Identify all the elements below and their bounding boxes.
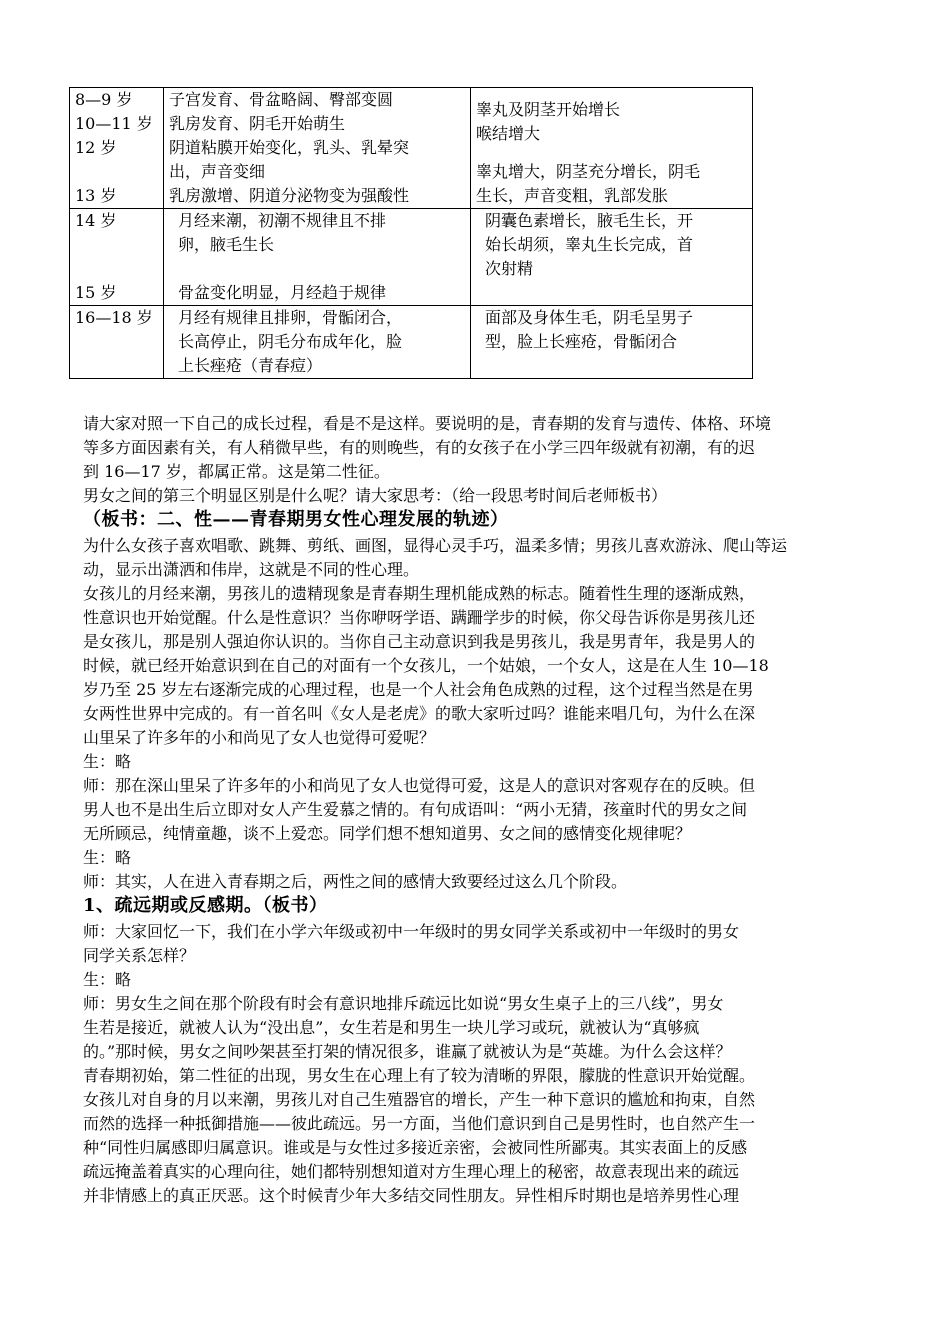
paragraph-line: 生若是接近，就被人认为“没出息”，女生若是和男生一块儿学习或玩，就被认为“真够疯: [83, 1018, 700, 1037]
female-text: 月经来潮，初潮不规律且不排: [178, 211, 387, 230]
female-text: 长高停止，阴毛分布成年化，脸: [178, 332, 403, 351]
student-reply: 生：略: [83, 752, 132, 771]
age-label: [75, 233, 158, 257]
female-text: 月经有规律且排卵，骨骺闭合，: [178, 308, 403, 327]
male-text: [476, 146, 747, 160]
age-cell: [70, 209, 164, 306]
age-label: 10—11 岁: [75, 114, 153, 133]
paragraph-line: 请大家对照一下自己的成长过程，看是不是这样。要说明的是，青春期的发育与遗传、体格、环境: [83, 414, 772, 433]
female-text: 乳房激增、阴道分泌物变为强酸性: [169, 186, 410, 205]
paragraph-line: 无所顾忌，纯情童趣，谈不上爱恋。同学们想不想知道男、女之间的感情变化规律呢？: [83, 824, 692, 843]
male-text: 型，脸上长痤疮，骨骺闭合: [485, 332, 678, 351]
male-text: 阴囊色素增长，腋毛生长，开: [485, 211, 694, 230]
female-text: 出，声音变细: [169, 162, 266, 181]
female-text: 乳房发育、阴毛开始萌生: [169, 114, 346, 133]
paragraph-line: 时候，就已经开始意识到在自己的对面有一个女孩儿，一个姑娘，一个女人，这是在人生 10—18: [83, 656, 769, 675]
male-cell: [471, 88, 753, 209]
male-text: 次射精: [485, 259, 534, 278]
paragraph-line: 等多方面因素有关，有人稍微早些，有的则晚些，有的女孩子在小学三四年级就有初潮，有的迟: [83, 438, 756, 457]
puberty-development-table: [69, 87, 753, 379]
male-cell: [471, 209, 753, 306]
paragraph-line: 男人也不是出生后立即对女人产生爱慕之情的。有句成语叫：“两小无猜，孩童时代的男女之间: [83, 800, 748, 819]
female-text: 卵，腋毛生长: [178, 235, 275, 254]
male-text: [476, 88, 747, 98]
paragraph-line: 女两性世界中完成的。有一首名叫《女人是老虎》的歌大家听过吗？谁能来唱几句，为什么在深: [83, 704, 756, 723]
paragraph-line: 青春期初始，第二性征的出现，男女生在心理上有了较为清晰的界限，朦胧的性意识开始觉醒。: [83, 1066, 756, 1085]
paragraph-line: 的。”那时候，男女之间吵架甚至打架的情况很多，谁赢了就被认为是“英雄。为什么会这样？: [83, 1042, 732, 1061]
paragraph-line: 并非情感上的真正厌恶。这个时候青少年大多结交同性朋友。异性相斥时期也是培养男性心理: [83, 1186, 740, 1205]
paragraph-line: 疏远掩盖着真实的心理向往，她们都特别想知道对方生理心理上的秘密，故意表现出来的疏远: [83, 1162, 740, 1181]
paragraph-line: 女孩儿的月经来潮，男孩儿的遗精现象是青春期生理机能成熟的标志。随着性生理的逐渐成熟，: [83, 584, 756, 603]
student-reply: 生：略: [83, 848, 132, 867]
female-text: 阴道粘膜开始变化，乳头、乳晕突: [169, 138, 410, 157]
male-text: 睾丸增大，阴茎充分增长，阴毛: [476, 162, 701, 181]
table-row: [70, 88, 753, 209]
age-label: 13 岁: [75, 186, 117, 205]
paragraph-line: 而然的选择一种抵御措施——彼此疏远。另一方面，当他们意识到自己是男性时，也自然产生一: [83, 1114, 756, 1133]
male-text: 始长胡须，睾丸生长完成，首: [485, 235, 694, 254]
age-cell: [70, 306, 164, 379]
paragraph-line: 为什么女孩子喜欢唱歌、跳舞、剪纸、画图，显得心灵手巧，温柔多情；男孩儿喜欢游泳、爬山等运: [83, 536, 788, 555]
male-text: 面部及身体生毛，阴毛呈男子: [485, 308, 694, 327]
female-text: 子宫发育、骨盆略阔、臀部变圆: [169, 90, 394, 109]
paragraph-line: 师：其实，人在进入青春期之后，两性之间的感情大致要经过这么几个阶段。: [83, 872, 628, 891]
age-label: 14 岁: [75, 211, 117, 230]
age-label: 16—18 岁: [75, 308, 153, 327]
paragraph-line: 岁乃至 25 岁左右逐渐完成的心理过程，也是一个人社会角色成熟的过程，这个过程当然是在男: [83, 680, 754, 699]
female-text: [178, 257, 465, 281]
paragraph-line: 男女之间的第三个明显区别是什么呢？请大家思考：（给一段思考时间后老师板书）: [83, 486, 668, 505]
section-heading: （板书：二、性——青春期男女性心理发展的轨迹）: [83, 509, 509, 530]
paragraph-line: 师：男女生之间在那个阶段有时会有意识地排斥疏远比如说“男女生桌子上的三八线”，男女: [83, 994, 724, 1013]
section-heading: 1、疏远期或反感期。（板书）: [83, 895, 328, 916]
paragraph-line: 到 16—17 岁，都属正常。这是第二性征。: [83, 462, 390, 481]
female-text: 骨盆变化明显，月经趋于规律: [178, 283, 387, 302]
paragraph-line: 女孩儿对自身的月以来潮，男孩儿对自己生殖器官的增长，产生一种下意识的尴尬和拘束，自然: [83, 1090, 756, 1109]
male-text: 生长，声音变粗，乳部发胀: [476, 186, 669, 205]
paragraph-line: 是女孩儿，那是别人强迫你认识的。当你自己主动意识到我是男孩儿，我是男青年，我是男人的: [83, 632, 756, 651]
paragraph-line: 动，显示出潇洒和伟岸，这就是不同的性心理。: [83, 560, 420, 579]
paragraph-line: 师：大家回忆一下，我们在小学六年级或初中一年级时的男女同学关系或初中一年级时的男女: [83, 922, 740, 941]
table-row: [70, 209, 753, 306]
table-row: [70, 306, 753, 379]
female-cell: [164, 306, 471, 379]
student-reply: 生：略: [83, 970, 132, 989]
male-text: 喉结增大: [476, 124, 541, 143]
paragraph-line: 性意识也开始觉醒。什么是性意识？当你咿呀学语、蹒跚学步的时候，你父母告诉你是男孩儿还: [83, 608, 756, 627]
male-text: 睾丸及阴茎开始增长: [476, 100, 621, 119]
male-cell: [471, 306, 753, 379]
female-cell: [164, 209, 471, 306]
age-cell: [70, 88, 164, 209]
paragraph-line: 山里呆了许多年的小和尚见了女人也觉得可爱呢？: [83, 728, 436, 747]
female-text: 上长痤疮（青春痘）: [178, 356, 323, 375]
female-cell: [164, 88, 471, 209]
age-label: 15 岁: [75, 283, 117, 302]
age-label: 12 岁: [75, 138, 117, 157]
paragraph-line: 同学关系怎样？: [83, 946, 196, 965]
body-text: [83, 412, 873, 1208]
paragraph-line: 师：那在深山里呆了许多年的小和尚见了女人也觉得可爱，这是人的意识对客观存在的反映。但: [83, 776, 756, 795]
age-label: [75, 257, 158, 281]
paragraph-line: 种“同性归属感即归属意识。谁或是与女性过多接近亲密，会被同性所鄙夷。其实表面上的反感: [83, 1138, 748, 1157]
age-label: [75, 160, 158, 184]
age-label: 8—9 岁: [75, 90, 133, 109]
